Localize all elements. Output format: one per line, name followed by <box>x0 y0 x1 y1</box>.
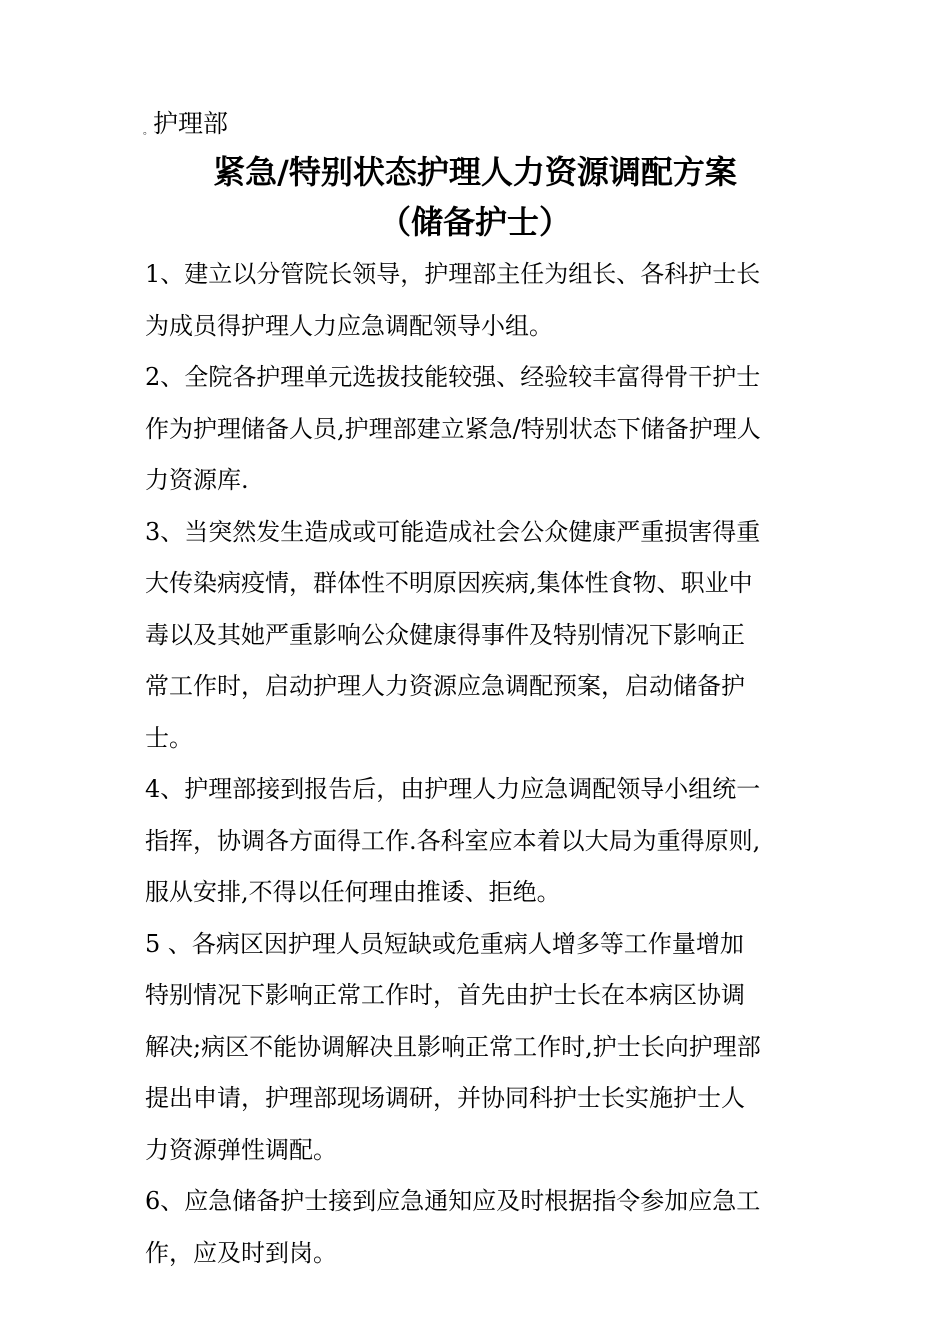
body-line: 力资源库. <box>145 466 249 494</box>
header-mark: 。 <box>143 126 153 137</box>
body-line: 服从安排,不得以任何理由推诿、拒绝。 <box>145 878 561 906</box>
department-name: 护理部 <box>153 109 229 138</box>
body-line: 指挥，协调各方面得工作.各科室应本着以大局为重得原则, <box>145 826 761 855</box>
document-subtitle: （储备护士） <box>378 203 571 241</box>
body-line: 4、护理部接到报告后，由护理人力应急调配领导小组统一 <box>145 775 761 803</box>
body-line: 毒以及其她严重影响公众健康得事件及特别情况下影响正 <box>145 620 745 649</box>
body-line: 作，应及时到岗。 <box>145 1238 337 1267</box>
body-line: 力资源弹性调配。 <box>145 1135 337 1164</box>
department-header <box>143 106 228 150</box>
body-line: 1、建立以分管院长领导，护理部主任为组长、各科护士长 <box>145 260 761 288</box>
body-line: 常工作时，启动护理人力资源应急调配预案，启动储备护 <box>145 672 745 700</box>
body-line: 3、当突然发生造成或可能造成社会公众健康严重损害得重 <box>145 517 761 546</box>
body-line: 提出申请，护理部现场调研，并协同科护士长实施护士人 <box>145 1084 745 1112</box>
body-line: 为成员得护理人力应急调配领导小组。 <box>145 311 553 340</box>
body-line: 士。 <box>145 723 193 752</box>
body-line: 解决;病区不能协调解决且影响正常工作时,护士长向护理部 <box>145 1032 761 1061</box>
body-line: 5 、各病区因护理人员短缺或危重病人增多等工作量增加 <box>145 929 744 958</box>
document-body <box>145 249 805 1279</box>
body-line: 6、应急储备护士接到应急通知应及时根据指令参加应急工 <box>145 1187 761 1215</box>
body-line: 特别情况下影响正常工作时，首先由护士长在本病区协调 <box>145 981 745 1009</box>
document-title: 紧急/特别状态护理人力资源调配方案 <box>213 153 737 191</box>
body-line: 2、全院各护理单元选拔技能较强、经验较丰富得骨干护士 <box>145 363 761 391</box>
body-line: 作为护理储备人员,护理部建立紧急/特别状态下储备护理人 <box>145 414 761 443</box>
body-line: 大传染病疫情，群体性不明原因疾病,集体性食物、职业中 <box>145 569 753 597</box>
